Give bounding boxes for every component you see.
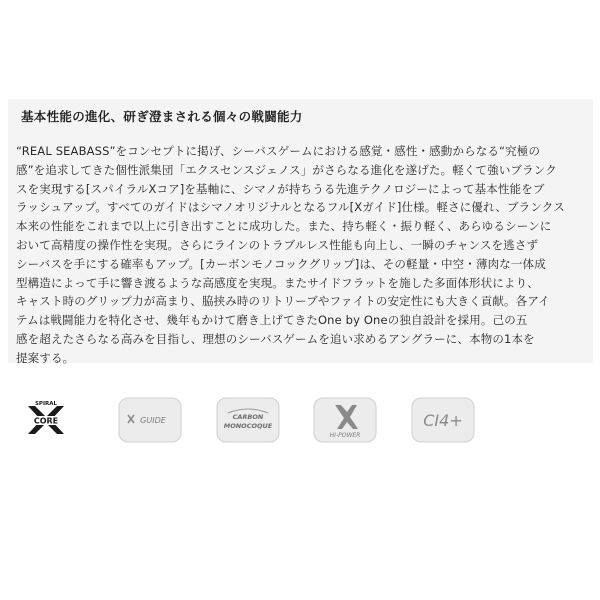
paragraph-line: シーバスを手にする確率もアップ。[カーボンモノコックグリップ]は、その軽量・中空・薄肉な一体成 [16, 256, 546, 271]
section-heading: 基本性能の進化、研ぎ澄まされる個々の戦闘能力 [21, 109, 303, 124]
x-hi-power-icon [313, 397, 377, 443]
core-label: CORE [33, 416, 59, 426]
spiral-x-core-logo [14, 397, 78, 443]
paragraph-line: 感を超えたさらなる高みを目指し、理想のシーバスゲームを追い求めるアングラーに、本物の1本を [16, 331, 535, 346]
hi-power-label: HI-POWER [329, 432, 361, 439]
paragraph-line: おいて高精度の操作性を実現。さらにラインのトラブルレス性能も向上し、一瞬のチャンスを逃さず [16, 237, 539, 252]
ci4-label: CI4+ [423, 411, 463, 430]
x-guide-icon [118, 397, 182, 443]
paragraph-line: 型構造によって手に響き渡るような高感度を実現。またサイドフラットを施した多面体形状により、 [16, 275, 539, 290]
carbon-label: CARBON [232, 413, 264, 421]
description-paragraph [16, 142, 586, 368]
paragraph-line: 提案する。 [16, 350, 75, 365]
carbon-monocoque-logo [216, 397, 280, 443]
x-guide-label: GUIDE [140, 416, 166, 425]
paragraph-line: スを実現する[スパイラルXコア]を基軸に、シマノが持ちうる先進テクノロジーによって基本性能をブ [16, 181, 545, 196]
description-panel [8, 99, 593, 363]
technology-logos [14, 397, 494, 447]
paragraph-line: 本来の性能をこれまで以上に引き出すことに成功した。また、持ち軽く・振り軽く、あらゆるシーンに [16, 219, 552, 234]
spiral-x-core-icon [14, 397, 78, 443]
x-hi-power-logo [313, 397, 377, 443]
ci4-plus-icon [411, 397, 475, 443]
monocoque-label: MONOCOQUE [223, 422, 273, 430]
spiral-label: SPIRAL [34, 401, 58, 407]
paragraph-line: 感”を追求してきた個性派集団「エクスセンスジェノス」がさらなる進化を遂げた。軽くて強いブランク [16, 162, 557, 177]
paragraph-line: “REAL SEABASS”をコンセプトに掲げ、シーバスゲームにおける感覚・感性・感動からなる“究極の [16, 144, 541, 158]
x-guide-logo [118, 397, 182, 443]
paragraph-line: ラッシュアップ。すべてのガイドはシマノオリジナルとなるフル[Xガイド]仕様。軽さに優れ、ブランクス [16, 200, 565, 215]
carbon-monocoque-icon [216, 397, 280, 443]
paragraph-line: キャスト時のグリップ力が高まり、脇挟み時のリトリーブやファイトの安定性にも大きく貢献。各アイ [16, 294, 550, 309]
paragraph-line: テムは戦闘能力を特化させ、幾年もかけて磨き上げてきたOne by Oneの独自設計を採用。己の五 [16, 313, 528, 328]
ci4-plus-logo [411, 397, 475, 443]
